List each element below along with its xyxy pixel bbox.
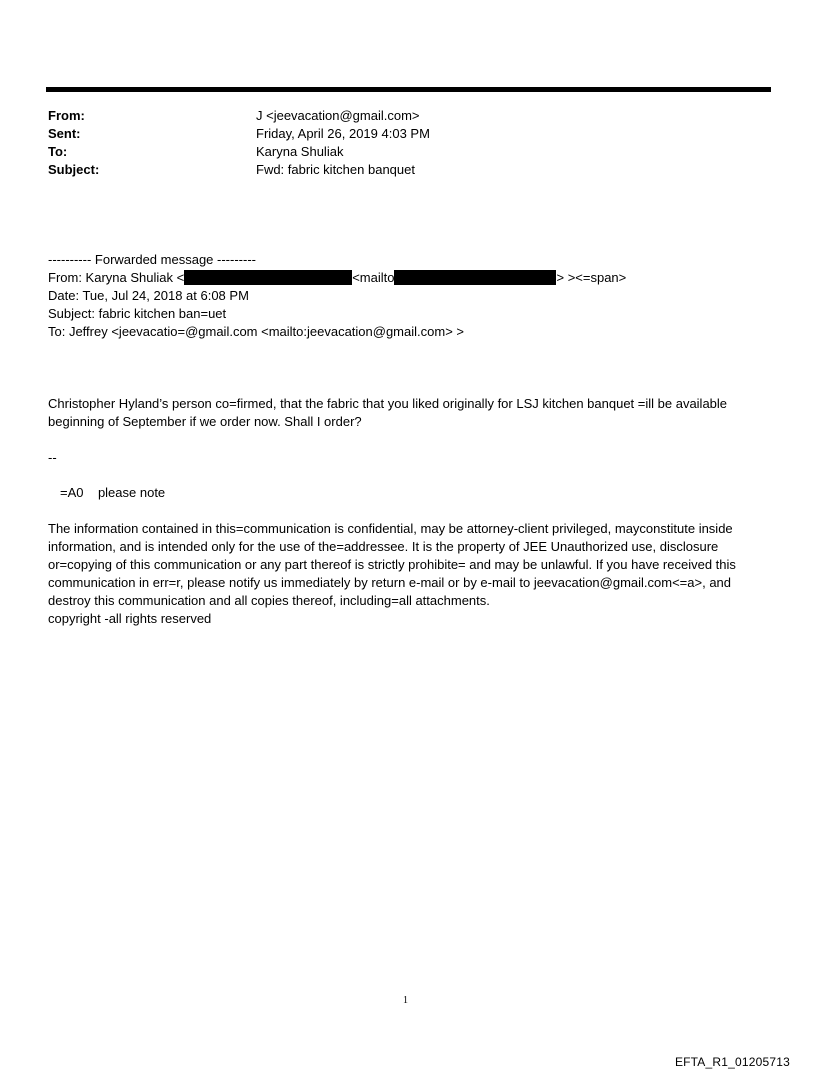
- forwarded-separator: ---------- Forwarded message ---------: [48, 252, 256, 267]
- disclaimer: [48, 520, 763, 628]
- redaction-block: [394, 270, 556, 285]
- subject-value: Fwd: fabric kitchen banquet: [256, 162, 415, 177]
- document-id: EFTA_R1_01205713: [674, 1055, 790, 1069]
- to-value: Karyna Shuliak: [256, 144, 344, 159]
- forwarded-date: Date: Tue, Jul 24, 2018 at 6:08 PM: [48, 288, 249, 303]
- redaction-block: [184, 270, 352, 285]
- message-body: Christopher Hyland’s person co=firmed, that the fabric that you liked originally for LSJ kitchen banquet =ill be available beginning of September if we order now. Shall I order?: [48, 396, 728, 429]
- sent-value: Friday, April 26, 2019 4:03 PM: [256, 126, 430, 141]
- copyright-text: copyright -all rights reserved: [48, 611, 212, 626]
- forwarded-subject: Subject: fabric kitchen ban=uet: [48, 306, 227, 321]
- please-note: =A0 please note: [60, 485, 166, 500]
- signature-dash: --: [48, 450, 57, 465]
- to-label: To:: [48, 144, 68, 159]
- disclaimer-text: The information contained in this=communication is confidential, may be attorney-client privileged, mayconstitute inside information, and is intended only for the use of the=addressee. It is the property of JEE Unauthorized use, disclosure or=copying of this communication or any part thereof is strictly prohibite= and may be unlawful. If you have received this communication in err=r, please notify us immediately by return e-mail or by e-mail to jeevacation@gmail.com<=a>, and destroy this communication and all copies thereof, including=all attachments.: [48, 521, 736, 608]
- forwarded-from-prefix: From: Karyna Shuliak <: [48, 270, 185, 285]
- header-rule: [46, 87, 771, 92]
- from-value: J <jeevacation@gmail.com>: [256, 108, 420, 123]
- page-number: 1: [403, 995, 408, 1006]
- forwarded-from-suffix: > ><=span>: [556, 270, 627, 285]
- sent-label: Sent:: [48, 126, 81, 141]
- from-label: From:: [48, 108, 85, 123]
- subject-label: Subject:: [48, 162, 100, 177]
- forwarded-to: To: Jeffrey <jeevacatio=@gmail.com <mailto:jeevacation@gmail.com> >: [48, 324, 464, 339]
- forwarded-from-line: [48, 269, 626, 287]
- forwarded-from-mailto: <mailto: [352, 270, 395, 285]
